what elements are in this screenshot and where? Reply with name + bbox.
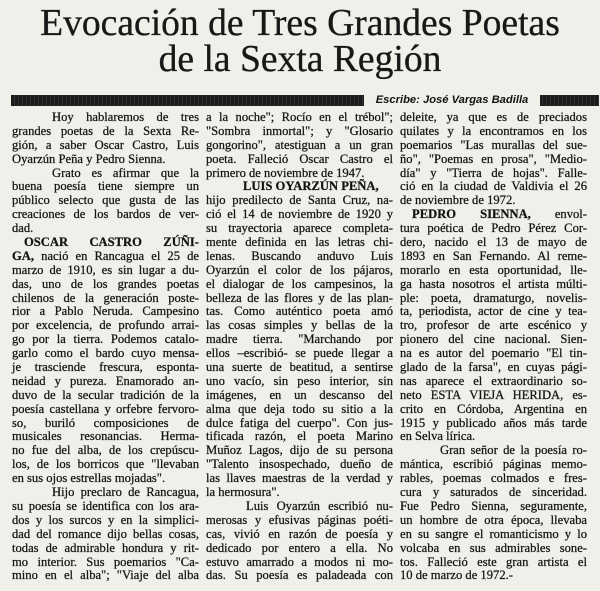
text-line (400, 208, 587, 222)
text-line (12, 347, 199, 361)
text-line (400, 444, 587, 458)
text-line (206, 569, 393, 583)
text-run: ció el 14 de noviembre de 1920 y (206, 207, 393, 222)
text-run: rior a Pablo Neruda. Campesino (12, 304, 199, 319)
text-line (12, 444, 199, 458)
text-run: chilenos de la generación poste- (12, 290, 199, 305)
text-run: 10 de marzo de 1972.- (400, 568, 513, 583)
text-run: las cosas simples y bellas de la (206, 318, 393, 333)
text-line (12, 569, 199, 583)
text-run: todas de admirable hondura y rit- (12, 540, 199, 555)
text-line (12, 278, 199, 292)
text-line (12, 153, 199, 167)
text-line (400, 528, 587, 542)
article-column-2 (206, 111, 393, 583)
text-run: je trasciende frescura, esponta- (12, 360, 199, 375)
text-line (206, 444, 393, 458)
text-run: rables, poemas colmados e fres- (400, 471, 587, 486)
text-line (206, 250, 393, 264)
text-line (400, 319, 587, 333)
text-line (400, 250, 587, 264)
text-line (400, 556, 587, 570)
text-line (400, 278, 587, 292)
text-line (400, 361, 587, 375)
text-line (400, 180, 587, 194)
text-line (12, 430, 199, 444)
byline-label: Escribe: José Vargas Badilla (364, 93, 540, 108)
text-run: dad. (12, 221, 34, 236)
text-line (206, 361, 393, 375)
text-run: morarlo en esta oportunidad, lle- (400, 262, 587, 277)
text-line (206, 542, 393, 556)
text-run: uno vacío, sin peso interior, sin (206, 373, 393, 388)
text-run: deleite, ya que es de preciados (400, 110, 587, 124)
text-line (12, 305, 199, 319)
text-line (400, 403, 587, 417)
text-line (206, 500, 393, 514)
text-run: ellos –escribió- se puede llegar a (206, 346, 393, 361)
text-line (206, 222, 393, 236)
text-line (12, 472, 199, 486)
text-run: musicales resonancias. Herma- (12, 429, 199, 444)
poet-name: PEDRO SIENNA, (412, 207, 531, 222)
text-line (206, 417, 393, 431)
text-run: "Talento insospechado, dueño de (206, 457, 393, 472)
text-line (12, 333, 199, 347)
text-run: a la noche"; Rocío en el trébol"; (206, 110, 393, 124)
text-line (206, 194, 393, 208)
text-run: primero de noviembre de 1947. (206, 165, 365, 180)
text-line (206, 153, 393, 167)
text-line (400, 236, 587, 250)
text-run: dos y los surcos y en la simplici- (12, 512, 199, 527)
text-line (400, 347, 587, 361)
text-line (206, 319, 393, 333)
text-run: ció en la ciudad de Valdivia el 26 (400, 179, 587, 194)
text-run: poeta. Falleció Oscar Castro el (206, 151, 393, 166)
text-line (12, 458, 199, 472)
text-run: 1893 en San Fernando. Al reme- (400, 248, 587, 263)
text-line (206, 486, 393, 500)
text-line (400, 542, 587, 556)
text-run: poesía castellana y orfebre fervoro- (12, 401, 199, 416)
text-run: neto ESTA VIEJA HERIDA, es- (400, 387, 587, 402)
text-line (206, 125, 393, 139)
text-run: la hermosura". (206, 485, 280, 500)
text-run: Grato es afirmar que la (52, 165, 199, 180)
text-run: tos. Falleció este gran artista el (400, 554, 587, 569)
text-line (400, 486, 587, 500)
text-run: cas, vivió en razón de poesía y (206, 526, 393, 541)
text-run: ga hasta nosotros el artista múlti- (400, 276, 587, 291)
text-run: ple: poeta, dramaturgo, novelis- (400, 290, 587, 305)
text-line (400, 139, 587, 153)
text-line (206, 403, 393, 417)
text-run: belleza de las flores y de las plan- (206, 290, 393, 305)
text-run: estuvo amarrado a modos ni mo- (206, 554, 393, 569)
text-run: una suerte de beatitud, a sentirse (206, 360, 393, 375)
poet-name: LUIS OYARZÚN PEÑA, (243, 179, 379, 194)
text-run: Oyarzún el color de los pájaros, (206, 262, 393, 277)
text-run: gión, a saber Oscar Castro, Luis (12, 137, 199, 152)
text-line (206, 514, 393, 528)
text-run: merosas y efusivas páginas poéti- (206, 512, 393, 527)
text-line (12, 500, 199, 514)
text-line (12, 417, 199, 431)
text-line (12, 125, 199, 139)
poet-name: GA, (12, 248, 35, 263)
text-run: crito en Córdoba, Argentina en (400, 401, 587, 416)
text-run: 1915 y publicado años más tarde (400, 415, 587, 430)
text-line (12, 292, 199, 306)
text-run: grandes poetas de la Sexta Re- (12, 123, 199, 138)
text-line (206, 472, 393, 486)
text-run: Gran señor de la poesía ro- (440, 443, 587, 458)
text-run: un hombre de otra época, llevaba (400, 512, 587, 527)
text-run: lenas. Buscando anduvo Luis (206, 248, 393, 263)
text-run: na es autor del poemario "El tin- (400, 346, 587, 361)
text-run: ta, periodista, actor de cine y tea- (400, 304, 587, 319)
text-run: en Selva lírica. (400, 429, 476, 444)
text-run: buena poesía tiene siempre un (12, 179, 199, 194)
text-run: Hijo preclaro de Rancagua, (52, 485, 199, 500)
text-run: tura poética de Pedro Pérez Cor- (400, 221, 587, 236)
text-run: garlo como el bardo cuyo mensa- (12, 346, 199, 361)
text-line (206, 528, 393, 542)
text-run: madre tierra. "Marchando por (206, 332, 393, 347)
text-run: Hoy hablaremos de tres (52, 110, 199, 124)
text-run: tas. Como auténtico poeta amó (206, 304, 393, 319)
text-line (206, 430, 393, 444)
text-line (12, 375, 199, 389)
text-line (206, 333, 393, 347)
text-line (400, 194, 587, 208)
article-column-1 (12, 111, 199, 583)
text-line (12, 208, 199, 222)
text-line (206, 458, 393, 472)
text-run: día" y "Tierra de hojas". Falle- (400, 165, 587, 180)
article-column-3 (400, 111, 587, 583)
text-run: cura y saturados de sinceridad. (400, 485, 587, 500)
text-run: tro, profesor de arte escénico y (400, 318, 587, 333)
text-line (206, 139, 393, 153)
text-line (206, 347, 393, 361)
text-line (400, 569, 587, 583)
text-run: "Sombra inmortal"; y "Glosario (206, 123, 393, 138)
text-run: ño", "Poemas en prosa", "Medio- (400, 151, 587, 166)
text-run: pionero del cine nacional. Sien- (400, 332, 587, 347)
poet-name: OSCAR CASTRO ZÚÑI- (24, 235, 199, 250)
text-line (12, 236, 199, 250)
text-line (12, 528, 199, 542)
text-run: mo interior. Sus poemarios "Ca- (12, 554, 199, 569)
text-line (400, 514, 587, 528)
text-line (12, 542, 199, 556)
text-line (12, 180, 199, 194)
text-run: por excelencia, de profundo arrai- (12, 318, 199, 333)
text-line (206, 264, 393, 278)
text-line (400, 111, 587, 125)
text-line (400, 389, 587, 403)
text-line (12, 264, 199, 278)
text-run: Luis Oyarzún escribió nu- (246, 498, 393, 513)
text-line (12, 250, 199, 264)
text-run: creaciones de los bardos de ver- (12, 207, 199, 222)
text-line (400, 458, 587, 472)
text-run: neidad y pureza. Enamorado an- (12, 373, 199, 388)
text-line (12, 222, 199, 236)
text-line (400, 264, 587, 278)
text-line (206, 208, 393, 222)
text-run: público selecto que gusta de las (12, 193, 199, 208)
text-run: el dialogar de los campesinos, la (206, 276, 393, 291)
text-run: marzo de 1910, es sin lugar a du- (12, 262, 199, 277)
text-line (12, 403, 199, 417)
text-line (12, 486, 199, 500)
text-line (400, 472, 587, 486)
text-line (400, 153, 587, 167)
text-line (206, 389, 393, 403)
text-run: envol- (530, 207, 588, 222)
title-line-2: de la Sexta Región (158, 39, 442, 80)
text-line (400, 375, 587, 389)
text-line (400, 430, 587, 444)
text-line (400, 292, 587, 306)
text-line (400, 222, 587, 236)
text-line (206, 111, 393, 125)
text-line (12, 361, 199, 375)
text-run: mino en el alba"; "Viaje del alba (12, 568, 199, 583)
text-run: glado de la farsa", en cuyas pági- (400, 360, 587, 375)
text-line (12, 139, 199, 153)
text-run: tificada razón, el poeta Marino (206, 429, 393, 444)
text-run: su poesía se identifica con los ara- (12, 498, 199, 513)
text-line (400, 333, 587, 347)
text-run: so, buriló composiciones de (12, 415, 199, 430)
text-line (400, 167, 587, 181)
text-run: de noviembre de 1972. (400, 193, 516, 208)
text-line (206, 305, 393, 319)
text-run: Oyarzún Peña y Pedro Sienna. (12, 151, 166, 166)
text-line (12, 514, 199, 528)
text-run: no fue del alba, de los crepúscu- (12, 443, 199, 458)
text-line (12, 194, 199, 208)
text-line (12, 111, 199, 125)
text-run: en sus ojos estrellas mojadas". (12, 471, 166, 486)
text-line (206, 556, 393, 570)
text-run: nas aparece el extraordinario so- (400, 373, 587, 388)
text-line (400, 417, 587, 431)
text-run: mántica, escribió páginas memo- (400, 457, 587, 472)
text-line (206, 236, 393, 250)
text-run: alma que deja todo su sitio a la (206, 401, 393, 416)
text-run: nació en Rancagua el 25 de (34, 248, 199, 263)
text-line (12, 389, 199, 403)
text-run: das. Su poesía es paladeada con (206, 568, 393, 583)
text-run: mente definida en las letras chi- (206, 235, 393, 250)
text-line (12, 556, 199, 570)
text-run: las llaves maestras de la verdad y (206, 471, 393, 486)
text-line (206, 375, 393, 389)
text-run: los, de los borricos que "llevaban (12, 457, 199, 472)
text-run: poemarios "Las murallas del sue- (400, 137, 587, 152)
text-line (12, 167, 199, 181)
text-run: volcaba en sus admirables sone- (400, 540, 587, 555)
text-run: das, uno de los grandes poetas (12, 276, 199, 291)
text-run: Fue Pedro Sienna, seguramente, (400, 498, 587, 513)
text-line (400, 125, 587, 139)
text-run: imágenes, en un descanso del (206, 387, 393, 402)
text-line (12, 319, 199, 333)
text-run: quilates y la encontramos en los (400, 123, 587, 138)
article-title (0, 3, 600, 80)
text-line (206, 278, 393, 292)
text-line (400, 305, 587, 319)
text-run: dero, nacido el 13 de mayo de (400, 235, 587, 250)
text-run: dad del romance dijo bellas cosas, (12, 526, 199, 541)
text-run: dedicado por entero a ella. No (206, 540, 393, 555)
text-run: duvo de la secular tradición de la (12, 387, 199, 402)
title-line-1: Evocación de Tres Grandes Poetas (40, 3, 560, 44)
text-run: Muñoz Lagos, dijo de su persona (206, 443, 393, 458)
text-run: su trayectoria aparece completa- (206, 221, 393, 236)
text-run: gongorino", atestiguan a un gran (206, 137, 393, 152)
text-run: en su sangre el romanticismo y lo (400, 526, 587, 541)
text-run: dulce fatiga del cuerpo". Con jus- (206, 415, 393, 430)
text-line (206, 292, 393, 306)
text-run: hijo predilecto de Santa Cruz, na- (206, 193, 393, 208)
text-line (206, 180, 393, 194)
text-run: go por la tierra. Podemos catalo- (12, 332, 199, 347)
text-line (400, 500, 587, 514)
